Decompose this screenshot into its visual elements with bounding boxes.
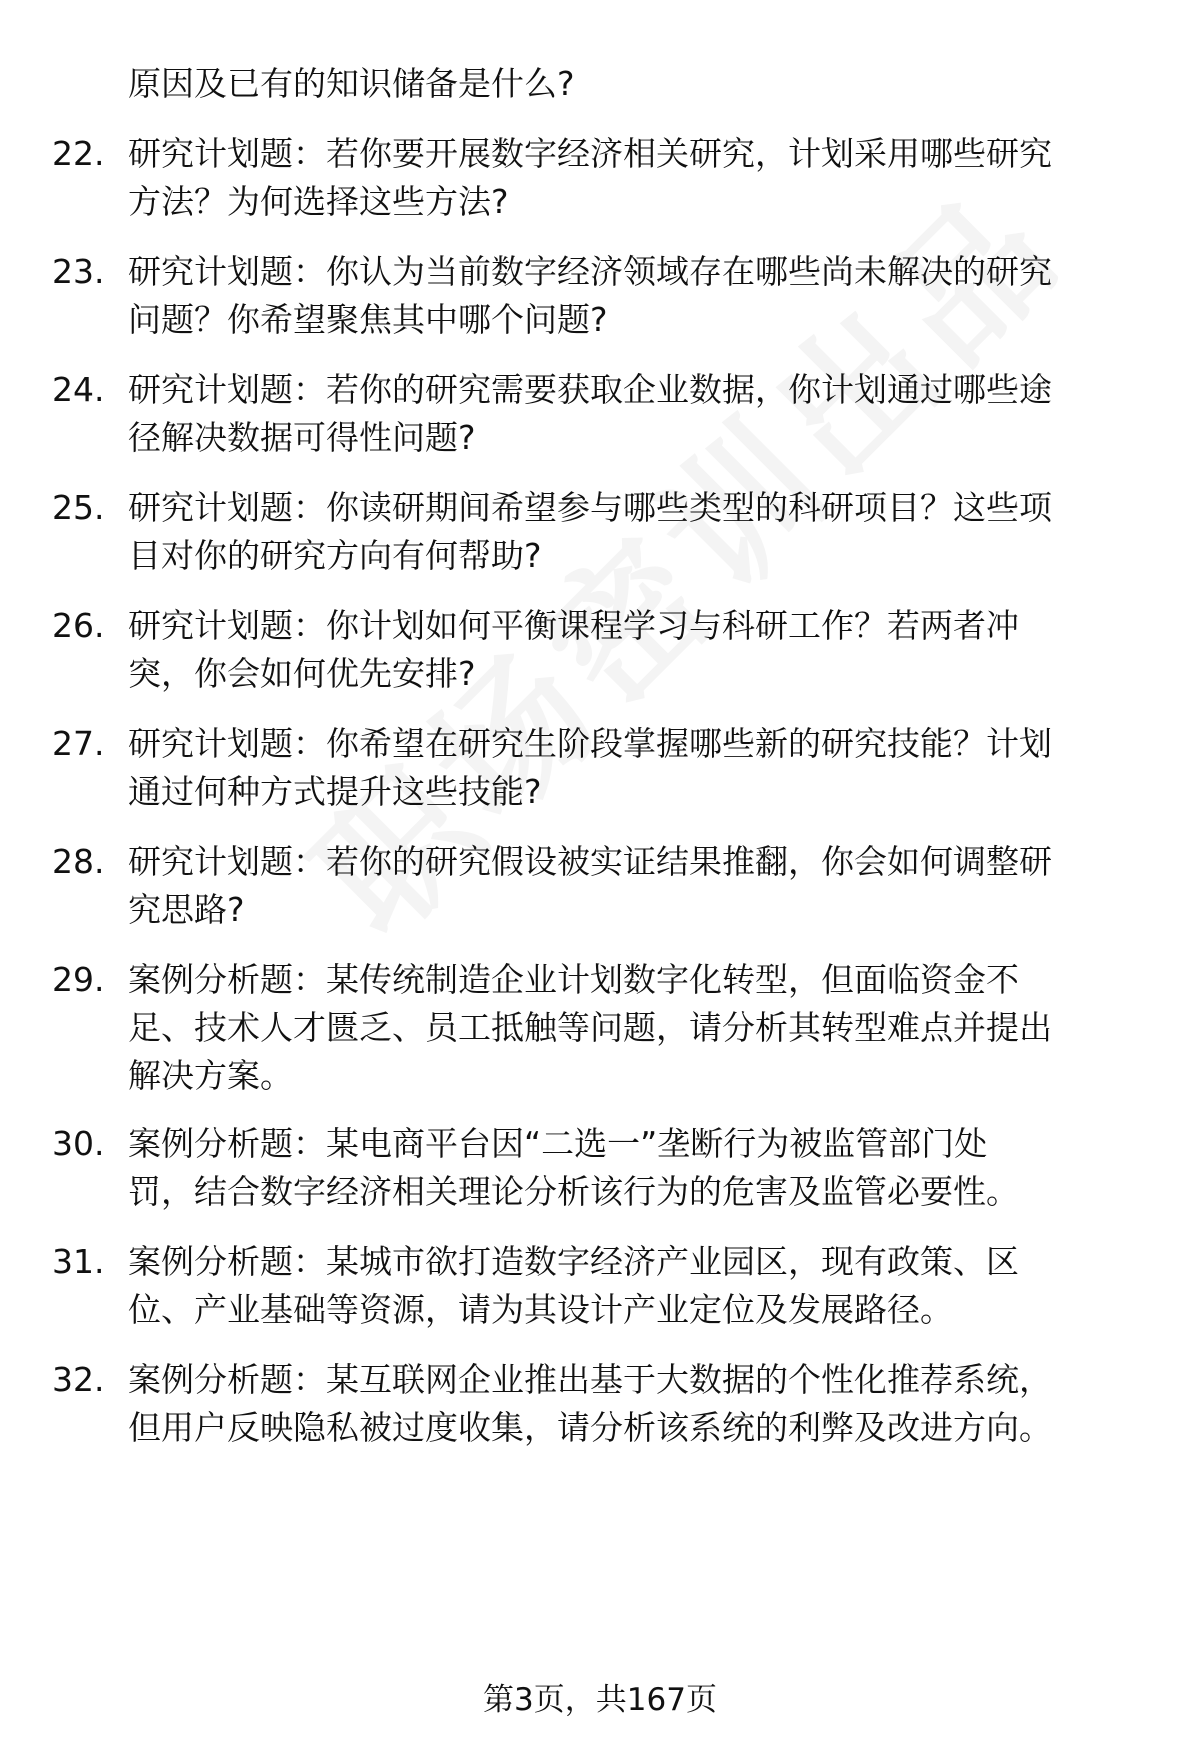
question-number: 24.: [52, 370, 105, 409]
question-line: 罚，结合数字经济相关理论分析该行为的危害及监管必要性。: [128, 1172, 1019, 1211]
question-line: 通过何种方式提升这些技能?: [128, 772, 542, 811]
question-line: 究思路?: [128, 890, 245, 929]
question-line: 研究计划题：你希望在研究生阶段掌握哪些新的研究技能？计划: [128, 724, 1052, 763]
question-line: 研究计划题：若你的研究需要获取企业数据，你计划通过哪些途: [128, 370, 1052, 409]
question-line: 案例分析题：某电商平台因“二选一”垄断行为被监管部门处: [128, 1124, 988, 1163]
question-line: 研究计划题：你读研期间希望参与哪些类型的科研项目？这些项: [128, 488, 1052, 527]
question-line: 突，你会如何优先安排?: [128, 654, 476, 693]
question-number: 23.: [52, 252, 105, 291]
question-text: [128, 1120, 1138, 1216]
question-number: 25.: [52, 488, 105, 527]
question-line: 足、技术人才匮乏、员工抵触等问题，请分析其转型难点并提出: [128, 1008, 1052, 1047]
question-line: 目对你的研究方向有何帮助?: [128, 536, 542, 575]
question-line: 研究计划题：你计划如何平衡课程学习与科研工作？若两者冲: [128, 606, 1019, 645]
question-line: 问题？你希望聚焦其中哪个问题?: [128, 300, 608, 339]
question-line: 方法？为何选择这些方法?: [128, 182, 509, 221]
question-number: 22.: [52, 134, 105, 173]
question-text: [128, 956, 1138, 1100]
question-line: 研究计划题：若你的研究假设被实证结果推翻，你会如何调整研: [128, 842, 1052, 881]
question-line: 研究计划题：若你要开展数字经济相关研究，计划采用哪些研究: [128, 134, 1052, 173]
question-line: 但用户反映隐私被过度收集，请分析该系统的利弊及改进方向。: [128, 1408, 1052, 1447]
question-text: [128, 1356, 1138, 1452]
question-text: [128, 130, 1138, 226]
question-line: 案例分析题：某互联网企业推出基于大数据的个性化推荐系统，: [128, 1360, 1052, 1399]
question-text: [128, 366, 1138, 462]
question-text: [128, 838, 1138, 934]
question-line: 位、产业基础等资源，请为其设计产业定位及发展路径。: [128, 1290, 953, 1329]
question-number: 26.: [52, 606, 105, 645]
question-line: 径解决数据可得性问题?: [128, 418, 476, 457]
question-text: [128, 1238, 1138, 1334]
question-text: [128, 484, 1138, 580]
question-text: [128, 720, 1138, 816]
question-line: 解决方案。: [128, 1056, 293, 1095]
question-number: 27.: [52, 724, 105, 763]
question-number: 28.: [52, 842, 105, 881]
question-number: 32.: [52, 1360, 105, 1399]
question-number: 31.: [52, 1242, 105, 1281]
question-line: 案例分析题：某城市欲打造数字经济产业园区，现有政策、区: [128, 1242, 1019, 1281]
question-line: 案例分析题：某传统制造企业计划数字化转型，但面临资金不: [128, 960, 1019, 999]
page-footer: 第3页，共167页: [483, 1682, 717, 1718]
continuation-text: 原因及已有的知识储备是什么?: [128, 64, 575, 103]
question-line: 研究计划题：你认为当前数字经济领域存在哪些尚未解决的研究: [128, 252, 1052, 291]
question-number: 30.: [52, 1124, 105, 1163]
question-number: 29.: [52, 960, 105, 999]
question-text: [128, 602, 1138, 698]
question-text: [128, 248, 1138, 344]
